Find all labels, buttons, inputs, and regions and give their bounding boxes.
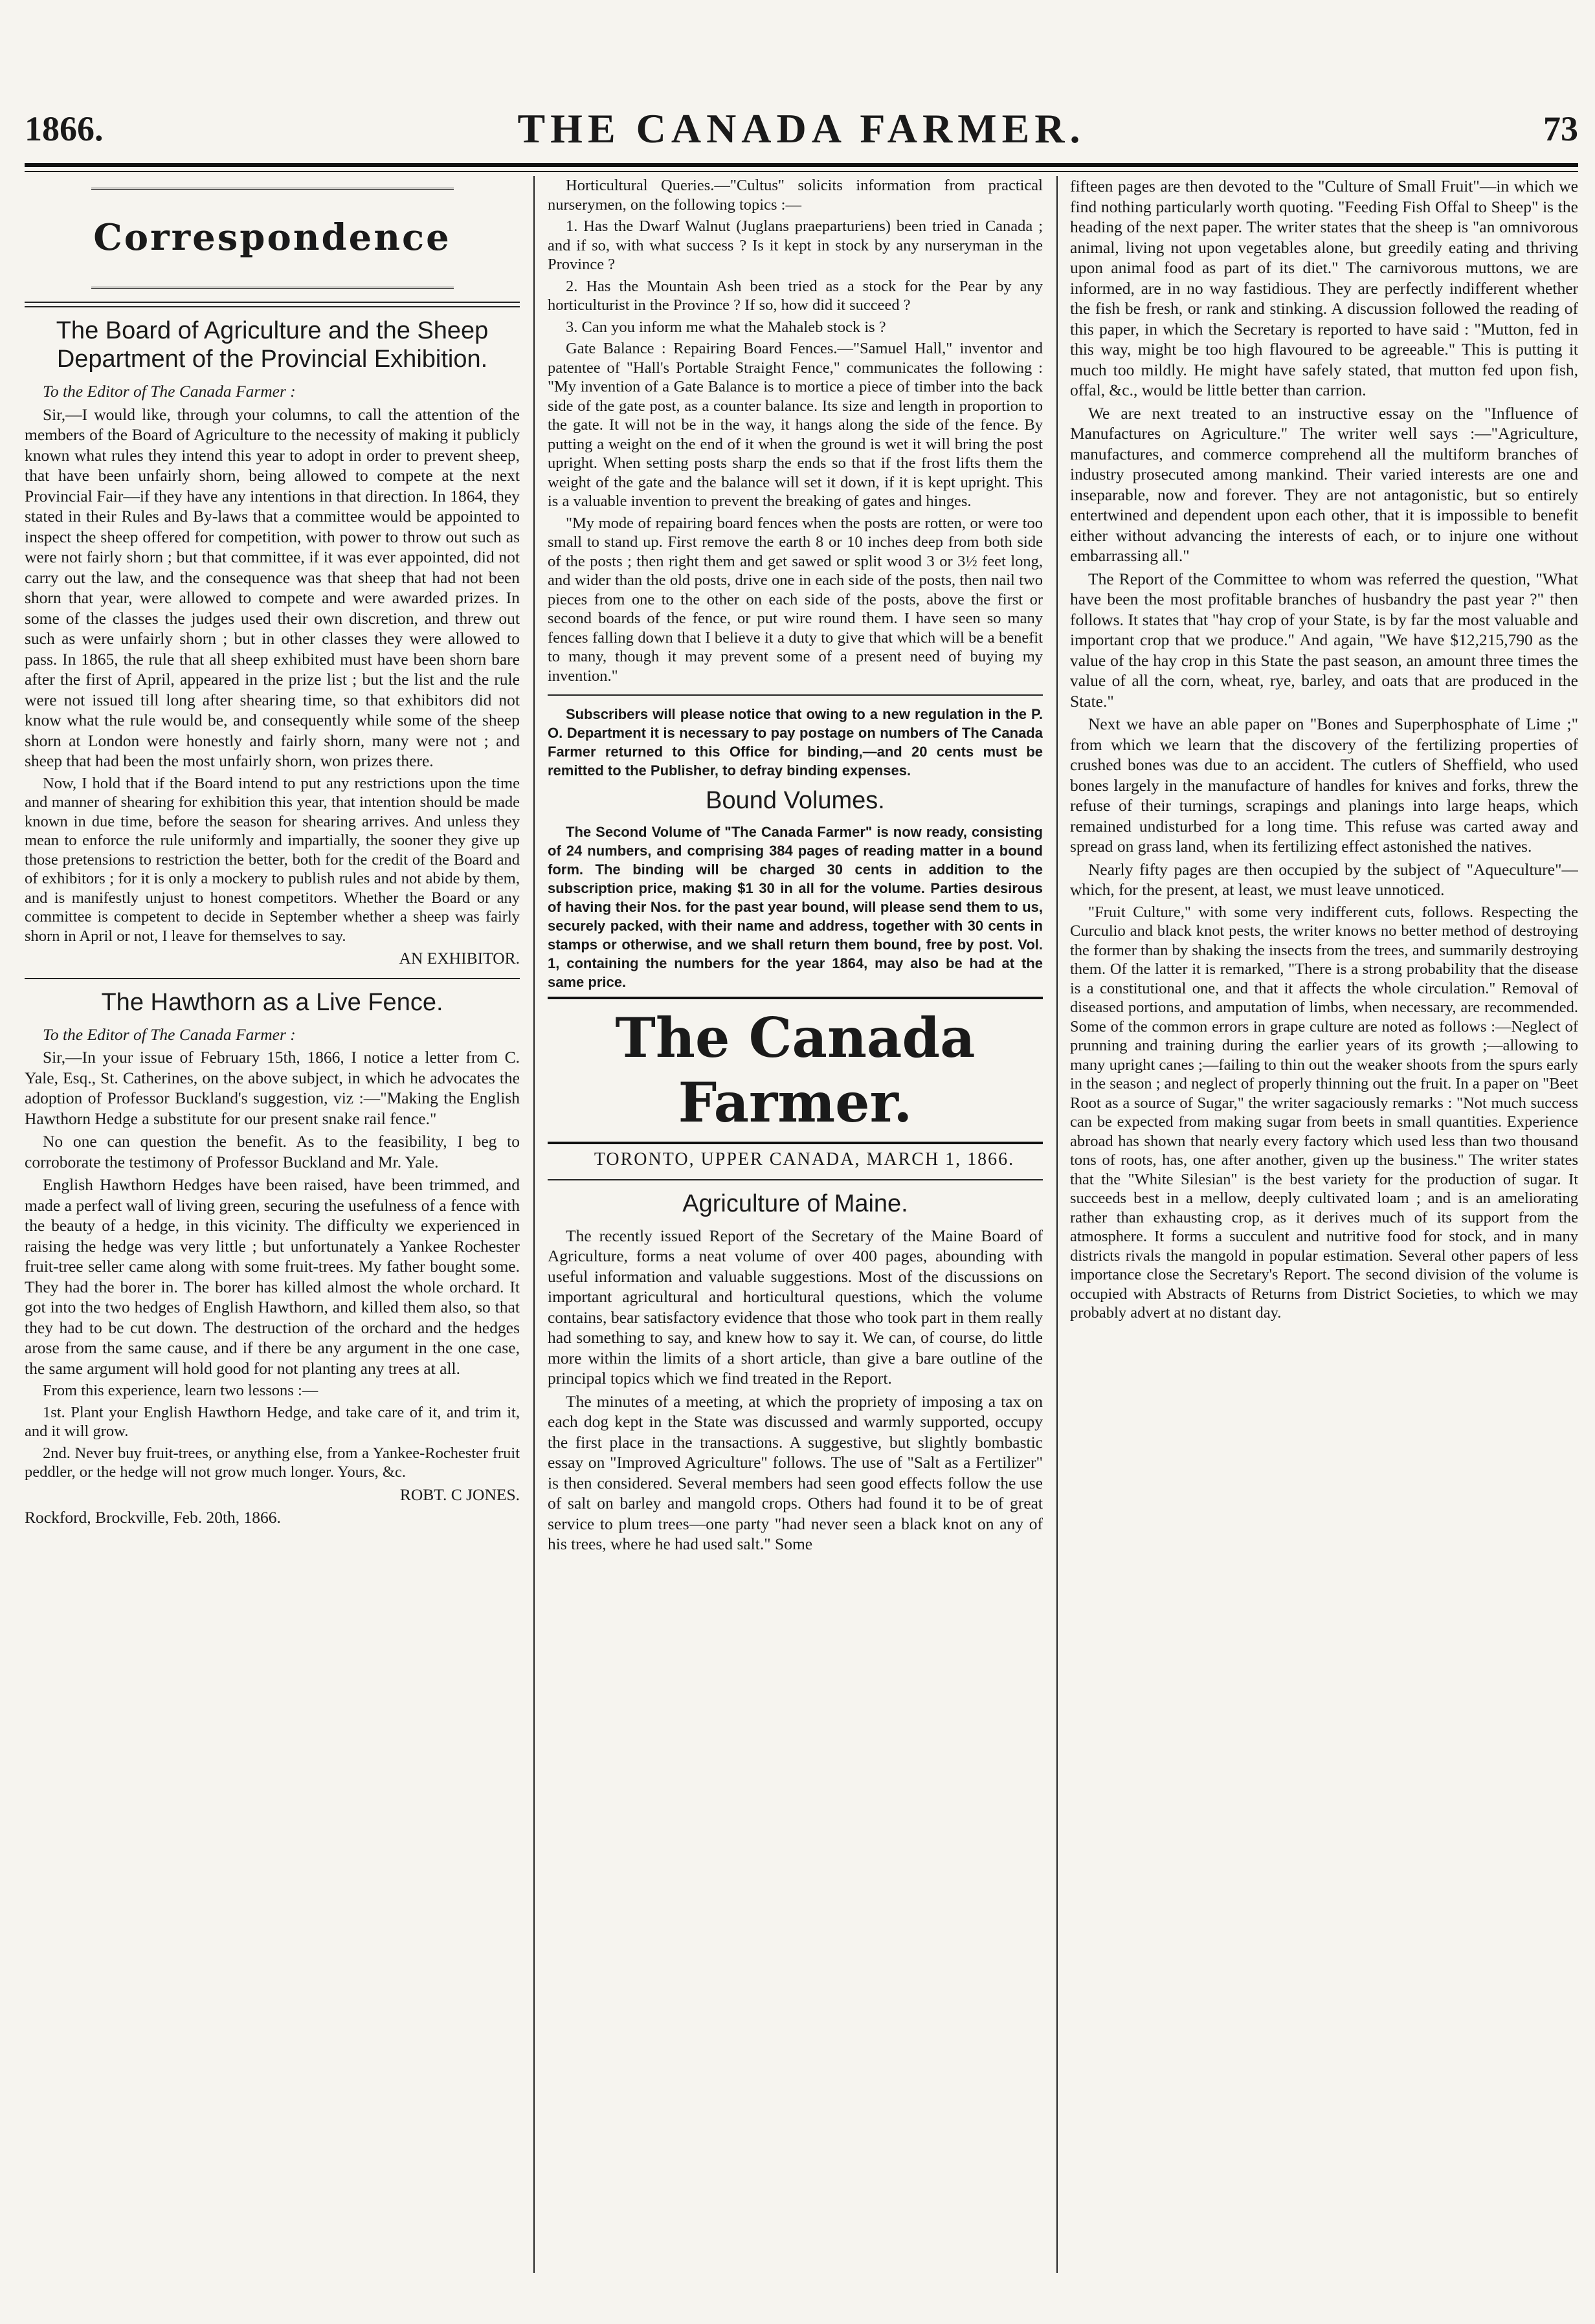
paragraph: "Fruit Culture," with some very indifferent cuts, follows. Respecting the Curculio and black knot pests, the writer knows no better method of destroying the former than by shaking the insects from the trees, and summarily destroying them. Of the latter it is remarked, "There is a strong probability that the disease is a constitutional one, and that it affects the whole circulation." Removal of diseased portions, and amputation of limbs, when necessary, are recommended. Some of the common errors in grape culture are noted as follows :—Neglect of prunning and training during the earlier years of its growth ;—allowing to many upright canes ;—failing to thin out the weaker shoots from the spurs early in the season ; and neglect of properly thinning out the fruit. In a paper on "Beet Root as a source of Sugar," the writer sagaciously remarks : "Not much success can be expected from making sugar from beets in small quantities. Experience abroad has shown that nearly every factory which used less than two thousand tons of roots, has, one after another, given up the business." The writer states that the "White Silesian" is the best variety for the production of sugar. It succeeds best in a mellow, deeply cultivated loam ; and is an ameliorating rather than exhausting crop, as it derives much of its support from the atmosphere. It forms a succulent and nutritive food for stock, and in many districts rivals the mangold in popular estimation. Several other papers of less importance close the Secretary's Report. The second division of the volume is occupied with Abstracts of Returns from District Societies, to which we may probably advert at no distant day.: [1070, 903, 1578, 1322]
newspaper-page: [25, 0, 1578, 2324]
page-number: 73: [1543, 109, 1578, 148]
paragraph: The recently issued Report of the Secretary of the Maine Board of Agriculture, forms a neat volume of over 400 pages, abounding with useful information and valuable suggestions. Most of the discussions on important agricultural and horticultural questions, which the volume contains, bear satisfactory evidence that those who took part in them really had something to say, and knew how to say it. We can, of course, do little more within the limits of a short article, than give a bare outline of the principal topics which we find treated in the Report.: [548, 1226, 1043, 1388]
section-rule: [548, 1179, 1043, 1180]
signature: ROBT. C JONES.: [399, 1485, 520, 1504]
dateline: TORONTO, UPPER CANADA, MARCH 1, 1866.: [594, 1149, 1015, 1169]
paragraph: Nearly fifty pages are then occupied by the subject of "Aqueculture"—which, for the present, at least, we must leave unnoticed.: [1070, 859, 1578, 899]
paragraph: 1st. Plant your English Hawthorn Hedge, and take care of it, and trim it, and it will grow.: [25, 1403, 520, 1440]
section-rule: [25, 302, 520, 307]
paragraph: 2. Has the Mountain Ash been tried as a stock for the Pear by any horticulturist in the Province ? If so, how did it succeed ?: [548, 277, 1043, 314]
subscriber-notice: Subscribers will please notice that owing to a new regulation in the P. O. Department it is necessary to pay postage on numbers of The Canada Farmer returned to this Office for binding,—and 20 cents must be remitted to the Publisher, to defray binding expenses.: [548, 706, 1043, 779]
paragraph: No one can question the benefit. As to the feasibility, I beg to corroborate the testimony of Professor Buckland and Mr. Yale.: [25, 1132, 520, 1171]
salutation: To the Editor of The Canada Farmer :: [43, 1024, 296, 1044]
paragraph: "My mode of repairing board fences when the posts are rotten, or were too small to stand up. First remove the earth 8 or 10 inches deep from both side of the posts ; then right them and get sawed or split wood 3 or 3½ feet long, and wider than the old posts, drive one in each side of the posts, then nail two pieces from one to the other on each side of the posts, above the first or second boards of the fence, or put wire round them. I have seen so many fences falling down that I believe it a duty to give that which will be a benefit to many, though it may prevent some of a present need of buying my invention.": [548, 514, 1043, 685]
signature: AN EXHIBITOR.: [399, 949, 520, 968]
paragraph: 1. Has the Dwarf Walnut (Juglans praeparturiens) been tried in Canada ; and if so, with what success ? Is it kept in stock by any nurseryman in the Province ?: [548, 217, 1043, 273]
paragraph: We are next treated to an instructive essay on the "Influence of Manufactures on Agriculture." The writer well says :—"Agriculture, manufactures, and commerce comprehend all the multiform branches of industry prosecuted among mankind. Their varied interests are one and inseparable, now and forever. They are not antagonistic, but so entirely entertwined and dependent upon each other, that it is impossible to benefit either without advancing the interests of each, or to injure one without embarrassing all.": [1070, 403, 1578, 565]
header-rule-thin: [25, 171, 1578, 172]
column-divider: [533, 176, 535, 2273]
paragraph: 2nd. Never buy fruit-trees, or anything else, from a Yankee-Rochester fruit peddler, or the hedge will not grow much longer. Yours, &c.: [25, 1444, 520, 1481]
header-rule: [25, 163, 1578, 167]
section-rule: [548, 694, 1043, 696]
issue-year: 1866.: [25, 109, 104, 148]
paragraph: English Hawthorn Hedges have been raised, have been trimmed, and made a perfect wall of living green, securing the usefulness of a fence with the beauty of a hedge, in this vicinity. The difficulty we experienced in raising the hedge was very little ; but unfortunately a Yankee Rochester fruit-tree seller came along with some fruit-trees. My father bought some. They had the borer in. The borer has killed almost the whole orchard. It got into the two hedges of English Hawthorn, and killed them also, so that they had to be cut down. The destruction of the orchard and the hedges arose from the same cause, and if there be any argument in the one case, the same argument will hold good for not planting any trees at all.: [25, 1175, 520, 1378]
paragraph: fifteen pages are then devoted to the "Culture of Small Fruit"—in which we find nothing particularly worth quoting. "Feeding Fish Offal to Sheep" is the heading of the next paper. The writer states that the sheep is "an omnivorous animal, living not upon vegetables alone, but greedily eating and thriving upon animal food as part of its diet." The carnivorous muttons, we are informed, are in no way fastidious. They are perfectly indifferent whether the fish be fresh, or rank and stinking. A discussion followed the reading of this paper, in which the Secretary is reported to have said : "Mutton, fed in this way, might be too high flavoured to be agreeable." This is putting it much too mildly. He might have safely stated, that mutton fed upon fish, offal, &c., would be little better than carrion.: [1070, 177, 1578, 399]
paragraph: Sir,—In your issue of February 15th, 1866, I notice a letter from C. Yale, Esq., St. Catherines, on the above subject, in which he advocates the adoption of Professor Buckland's suggestion, viz :—"Making the English Hawthorn Hedge a substitute for our present snake rail fence.": [25, 1048, 520, 1128]
paragraph: Now, I hold that if the Board intend to put any restrictions upon the time and manner of shearing for exhibition this year, that intention should be made known in due time, before the season for shearing arrives. And unless they mean to enforce the rule uniformly and impartially, the sooner they give up those pretensions to restriction the better, both for the credit of the Board and of exhibitors ; for it is only a mockery to publish rules and not abide by them, and is manifestly unjust to honest competitors. Whether the Board or any committee is competent to decide in September whether a sheep was fairly shorn in April or not, I leave for themselves to say.: [25, 774, 520, 945]
paper-nameplate: The Canada Farmer.: [548, 997, 1043, 1144]
column-2: [548, 176, 1043, 2312]
section-rule: [25, 978, 520, 979]
column-3: [1070, 176, 1578, 2312]
paragraph: Next we have an able paper on "Bones and Superphosphate of Lime ;" from which we learn that the discovery of the fertilizing properties of crushed bones was due to an accident. The cutlers of Sheffield, who used bones largely in the manufacture of handles for knives and forks, threw the refuse of their turnings, scrapings and planings into large heaps, which remained undisturbed for a long time. This refuse was carted away and spread on grass land, when its fertilizing effect astonished the natives.: [1070, 714, 1578, 856]
paragraph: Horticultural Queries.—"Cultus" solicits information from practical nurserymen, on the following topics :—: [548, 177, 1043, 214]
paragraph: From this experience, learn two lessons :—: [43, 1382, 318, 1399]
article-heading: Bound Volumes.: [706, 787, 885, 814]
article-heading: The Hawthorn as a Live Fence.: [101, 988, 443, 1016]
bound-volumes-notice: The Second Volume of "The Canada Farmer" is now ready, consisting of 24 numbers, and comprising 384 pages of reading matter in a bound form. The binding will be charged 30 cents in addition to the subscription price, making $1 30 in all for the volume. Parties desirous of having their Nos. for the past year bound, will please send them to us, securely packed, with their name and address, together with 30 cents in stamps or otherwise, and we shall return them bound, free by post. Vol. 1, containing the numbers for the year 1864, may also be had at the same price.: [548, 824, 1043, 990]
paragraph: 3. Can you inform me what the Mahaleb stock is ?: [566, 318, 886, 336]
column-1: [25, 176, 520, 2312]
paragraph: Sir,—I would like, through your columns, to call the attention of the members of the Board of Agriculture to the necessity of making it publicly known what rules they intend this year to adopt in order to prevent sheep, that have been unfairly shorn, being allowed to compete at the next Provincial Fair—if they have any intentions in that direction. In 1864, they stated in their Rules and By-laws that a committee would be appointed to inspect the sheep offered for competition, with power to throw out such as were not fairly shorn ; but that committee, if it was ever appointed, did not carry out the law, and the consequence was that sheep that had not been shorn that year, were allowed to compete and were awarded prizes. In some of the classes the judges used their own discretion, and threw out such as were unfairly shorn ; but in other classes they were allowed to pass. In 1865, the rule that all sheep exhibited must have been shorn bare after the first of April, appeared in the prize list ; but the list and the rule were not issued till long after shearing time, so that exhibitors did not know what the rule would be, and consequently while some of the sheep shorn at London were honestly and fairly shorn, many were not ; and sheep that had been the most unfairly shorn, won prizes there.: [25, 404, 520, 770]
newspaper-title: THE CANADA FARMER.: [517, 105, 1086, 151]
dateline-place: Rockford, Brockville, Feb. 20th, 1866.: [25, 1508, 281, 1527]
salutation: To the Editor of The Canada Farmer :: [43, 382, 296, 401]
paragraph: The minutes of a meeting, at which the propriety of imposing a tax on each dog kept in the State was discussed and warmly supported, occupy the first place in the transactions. A suggestive, but slightly bombastic essay on "Improved Agriculture" follows. The use of "Salt as a Fertilizer" is then considered. Several members had seen good effects follow the use of salt on barley and mangold crops. Others had found it to be of great service to plum trees—one party "had never seen a black knot on any of his trees, where he had used salt." Some: [548, 1391, 1043, 1553]
correspondence-ornament: Correspondence: [91, 188, 454, 289]
article-heading: Agriculture of Maine.: [682, 1190, 908, 1217]
paragraph: Gate Balance : Repairing Board Fences.—"Samuel Hall," inventor and patentee of "Hall's Portable Straight Fence," communicates the following : "My invention of a Gate Balance is to mortice a piece of timber into the back side of the gate post, as a counter balance. Its size and length in proportion to the gate. It will not be in the way, it hangs along the side of the fence. By putting a weight on the end of it when the ground is wet it will bring the post upright. When setting posts sharp the ends so that if the frost lifts them the weight of the gate and the balance will set it down, if it is kept upright. This is a valuable invention to prevent the breaking of gates and hinges.: [548, 340, 1043, 510]
column-divider: [1056, 176, 1058, 2273]
article-heading: The Board of Agriculture and the Sheep Department of the Provincial Exhibition.: [56, 317, 489, 373]
paragraph: The Report of the Committee to whom was referred the question, "What have been the most profitable branches of husbandry the past year ?" then follows. It states that "hay crop of your State, is by far the most valuable and important crop that we produce." And again, "We have $12,215,790 as the value of the hay crop in this State the past season, an amount three times the value of all the corn, wheat, rye, barley, and oats that are produced in the State.": [1070, 569, 1578, 711]
masthead: [25, 97, 1578, 155]
